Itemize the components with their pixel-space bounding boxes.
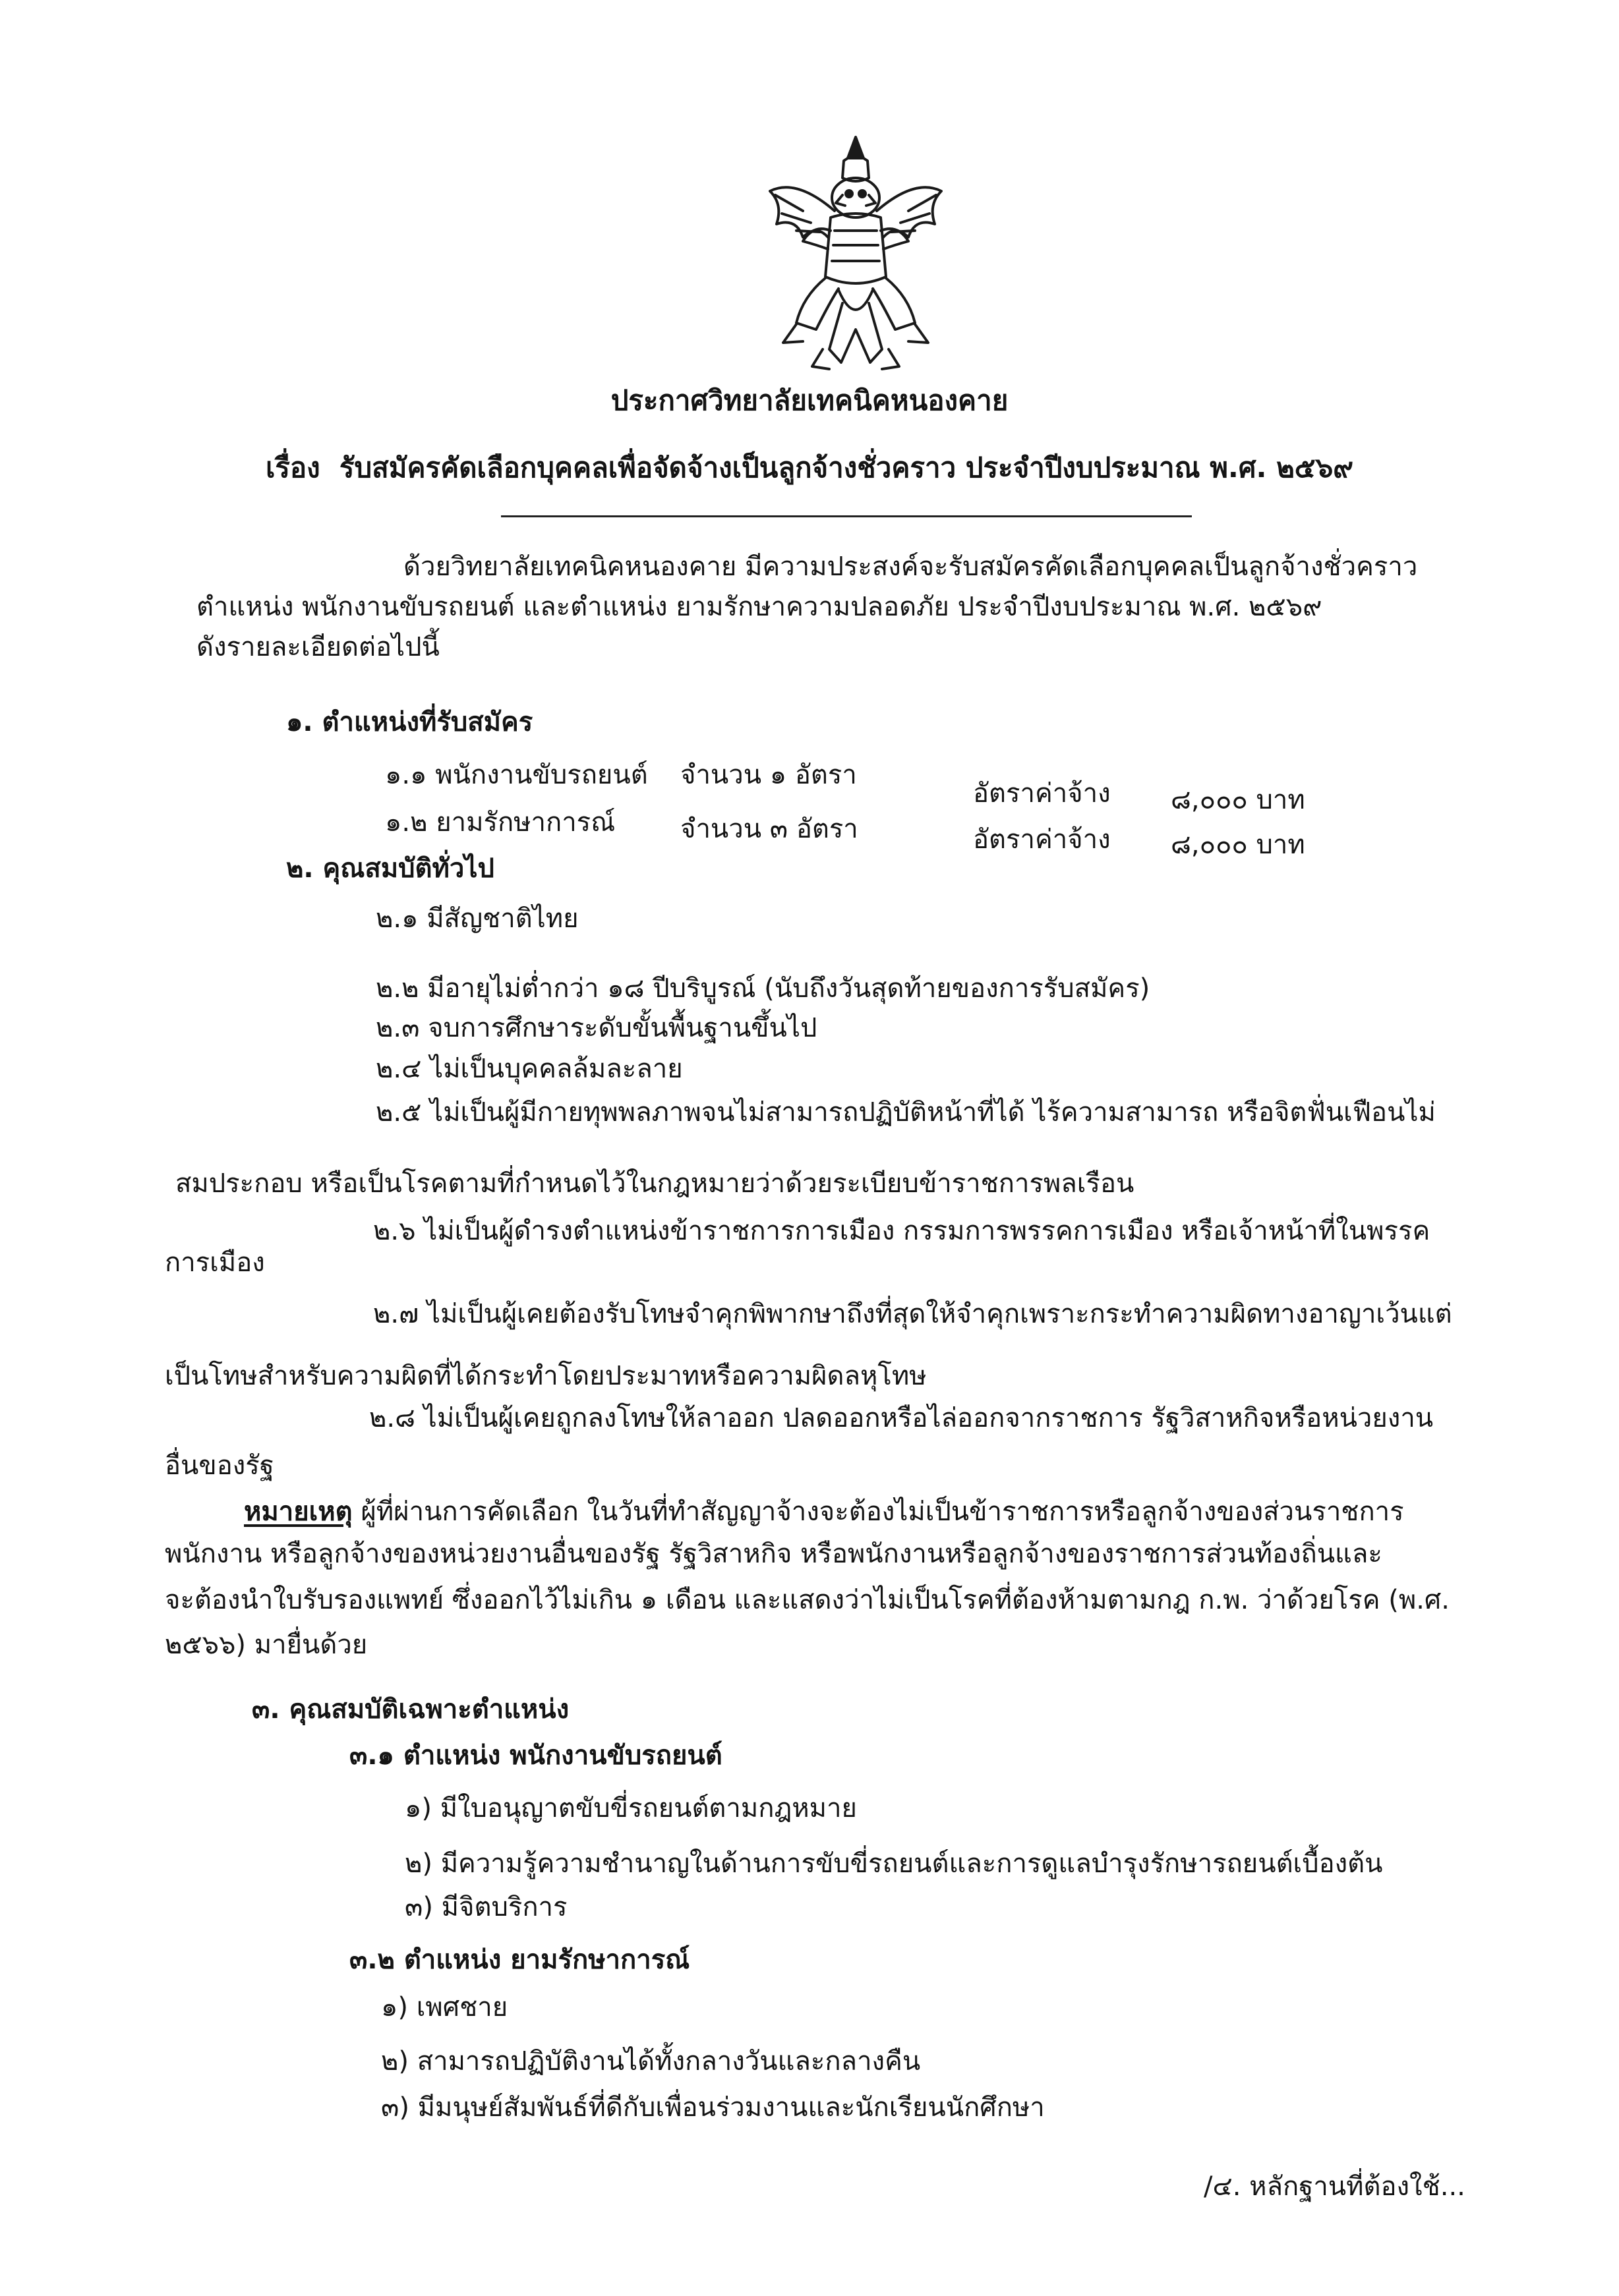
wage-value: ๘,๐๐๐ บาท [1171, 785, 1305, 815]
qualification-2-6-line-2: การเมือง [165, 1248, 265, 1278]
note-label: หมายเหตุ [244, 1497, 353, 1527]
note-line-4: ๒๕๖๖) มายื่นด้วย [165, 1630, 368, 1660]
subsection-3-1-item-1: ๑) มีใบอนุญาตขับขี่รถยนต์ตามกฎหมาย [405, 1793, 857, 1823]
document-title: ประกาศวิทยาลัยเทคนิคหนองคาย [610, 384, 1009, 416]
note-line-3: จะต้องนำใบรับรองแพทย์ ซึ่งออกไว้ไม่เกิน ๑ เดือน และแสดงว่าไม่เป็นโรคที่ต้องห้ามตามกฎ ก.พ. ว่าด้วยโรค (พ.ศ. [165, 1585, 1450, 1615]
subsection-3-1-item-3: ๓) มีจิตบริการ [405, 1892, 568, 1922]
qualification-2-8-line-2: อื่นของรัฐ [165, 1450, 274, 1481]
qualification-2-2: ๒.๒ มีอายุไม่ต่ำกว่า ๑๘ ปีบริบูรณ์ (นับถึงวันสุดท้ายของการรับสมัคร) [376, 973, 1150, 1004]
subsection-3-1-heading: ๓.๑ ตำแหน่ง พนักงานขับรถยนต์ [349, 1740, 722, 1771]
qualification-2-8-line-1: ๒.๘ ไม่เป็นผู้เคยถูกลงโทษให้ลาออก ปลดออกหรือไล่ออกจากราชการ รัฐวิสาหกิจหรือหน่วยงาน [369, 1403, 1434, 1433]
qualification-2-7-line-1: ๒.๗ ไม่เป็นผู้เคยต้องรับโทษจำคุกพิพากษาถึงที่สุดให้จำคุกเพราะกระทำความผิดทางอาญาเว้นแต่ [373, 1299, 1452, 1329]
position-count: จำนวน ๓ อัตรา [680, 814, 858, 844]
subsection-3-2-heading: ๓.๒ ตำแหน่ง ยามรักษาการณ์ [349, 1945, 690, 1975]
section-3-heading: ๓. คุณสมบัติเฉพาะตำแหน่ง [252, 1694, 570, 1725]
qualification-2-4: ๒.๔ ไม่เป็นบุคคลล้มละลาย [376, 1054, 683, 1084]
section-2-heading: ๒. คุณสมบัติทั่วไป [286, 853, 494, 884]
note-line-1 [244, 1493, 1404, 1530]
title-divider [501, 515, 1192, 517]
subject-label: เรื่อง [266, 451, 320, 484]
note-line-2: พนักงาน หรือลูกจ้างของหน่วยงานอื่นของรัฐ รัฐวิสาหกิจ หรือพนักงานหรือลูกจ้างของราชการส่วนท้องถิ่นและ [165, 1539, 1382, 1569]
note-text: ผู้ที่ผ่านการคัดเลือก ในวันที่ทำสัญญาจ้างจะต้องไม่เป็นข้าราชการหรือลูกจ้างของส่วนราชการ [352, 1497, 1404, 1527]
subsection-3-2-item-1: ๑) เพศชาย [381, 1992, 508, 2023]
position-count: จำนวน ๑ อัตรา [680, 760, 857, 790]
subsection-3-1-item-2: ๒) มีความรู้ความชำนาญในด้านการขับขี่รถยนต์และการดูแลบำรุงรักษารถยนต์เบื้องต้น [405, 1849, 1383, 1879]
subsection-3-2-item-3: ๓) มีมนุษย์สัมพันธ์ที่ดีกับเพื่อนร่วมงานและนักเรียนนักศึกษา [381, 2092, 1045, 2123]
intro-line-1: ด้วยวิทยาลัยเทคนิคหนองคาย มีความประสงค์จะรับสมัครคัดเลือกบุคคลเป็นลูกจ้างชั่วคราว [403, 552, 1418, 582]
document-subject [0, 449, 1619, 486]
intro-line-3: ดังรายละเอียดต่อไปนี้ [196, 632, 440, 662]
position-name: ๑.๒ ยามรักษาการณ์ [385, 807, 616, 838]
qualification-2-3: ๒.๓ จบการศึกษาระดับขั้นพื้นฐานขึ้นไป [376, 1013, 817, 1043]
garuda-emblem-icon [757, 132, 955, 376]
qualification-2-6-line-1: ๒.๖ ไม่เป็นผู้ดำรงตำแหน่งข้าราชการการเมือง กรรมการพรรคการเมือง หรือเจ้าหน้าที่ในพรรค [373, 1216, 1430, 1246]
continuation-note: /๔. หลักฐานที่ต้องใช้... [1204, 2171, 1465, 2202]
qualification-2-5-line-1: ๒.๕ ไม่เป็นผู้มีกายทุพพลภาพจนไม่สามารถปฏิบัติหน้าที่ได้ ไร้ความสามารถ หรือจิตฟั่นเฟือนไม่ [376, 1097, 1436, 1128]
section-1-heading: ๑. ตำแหน่งที่รับสมัคร [286, 707, 533, 737]
wage-label: อัตราค่าจ้าง [973, 778, 1111, 809]
qualification-2-5-line-2: สมประกอบ หรือเป็นโรคตามที่กำหนดไว้ในกฎหมายว่าด้วยระเบียบข้าราชการพลเรือน [175, 1168, 1134, 1199]
position-row-1 [385, 757, 648, 793]
position-row-2 [385, 804, 615, 841]
position-name: ๑.๑ พนักงานขับรถยนต์ [385, 760, 648, 790]
qualification-2-1: ๒.๑ มีสัญชาติไทย [376, 904, 579, 934]
subsection-3-2-item-2: ๒) สามารถปฏิบัติงานได้ทั้งกลางวันและกลางคืน [381, 2046, 921, 2077]
wage-value: ๘,๐๐๐ บาท [1171, 830, 1305, 860]
wage-label: อัตราค่าจ้าง [973, 824, 1111, 855]
qualification-2-7-line-2: เป็นโทษสำหรับความผิดที่ได้กระทำโดยประมาทหรือความผิดลหุโทษ [165, 1361, 927, 1391]
subject-text: รับสมัครคัดเลือกบุคคลเพื่อจัดจ้างเป็นลูกจ้างชั่วคราว ประจำปีงบประมาณ พ.ศ. ๒๕๖๙ [339, 451, 1353, 484]
intro-line-2: ตำแหน่ง พนักงานขับรถยนต์ และตำแหน่ง ยามรักษาความปลอดภัย ประจำปีงบประมาณ พ.ศ. ๒๕๖๙ [196, 592, 1322, 622]
